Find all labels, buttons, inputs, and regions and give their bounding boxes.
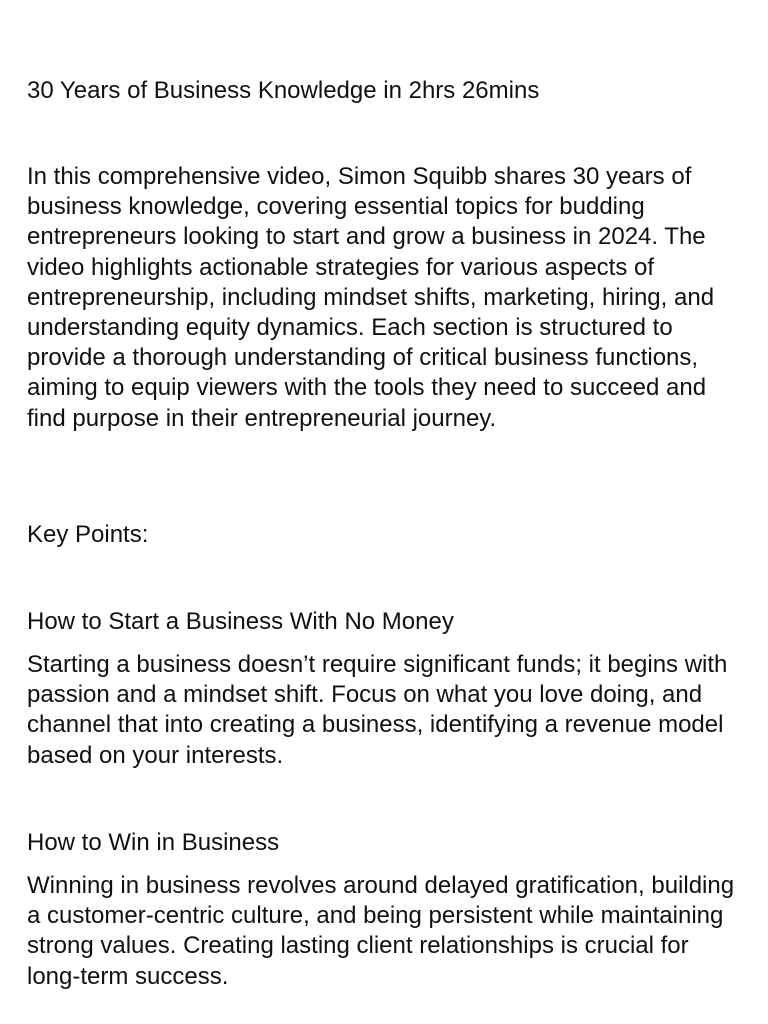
section-heading-start-business: How to Start a Business With No Money <box>27 608 454 635</box>
document-title: 30 Years of Business Knowledge in 2hrs 26mins <box>27 77 540 104</box>
intro-paragraph: In this comprehensive video, Simon Squibb shares 30 years of business knowledge, covering essential topics for budding entrepreneurs looking to start and grow a business in 2024. The video highlights actionable strategies for various aspects of entrepreneurship, including mindset shifts, marketing, hiring, and understanding equity dynamics. Each section is structured to provide a thorough understanding of critical business functions, aiming to equip viewers with the tools they need to succeed and find purpose in their entrepreneurial journey. <box>27 163 715 432</box>
section-body-win-business: Winning in business revolves around delayed gratification, building a customer-centric culture, and being persistent while maintaining strong values. Creating lasting client relationships is crucial for long-term success. <box>27 872 735 990</box>
section-body-start-business: Starting a business doesn’t require significant funds; it begins with passion and a mindset shift. Focus on what you love doing, and channel that into creating a business, identifying a revenue model based on your interests. <box>27 651 728 769</box>
key-points-label: Key Points: <box>27 521 149 548</box>
section-heading-win-business: How to Win in Business <box>27 829 280 856</box>
